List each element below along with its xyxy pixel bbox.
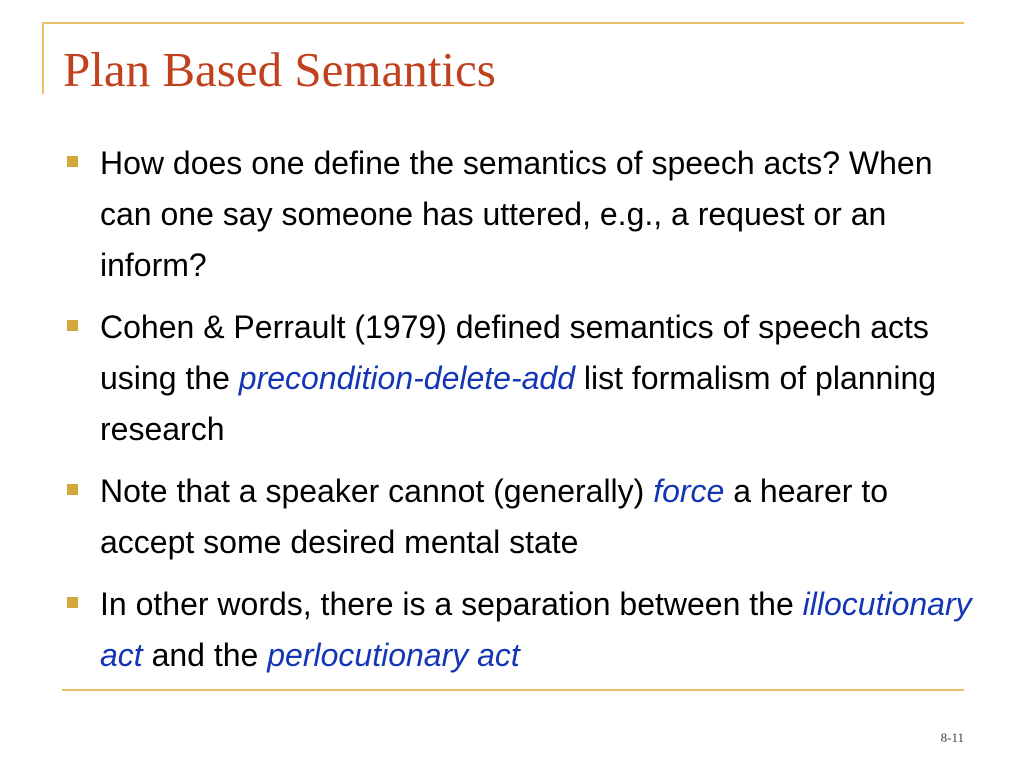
bullet-2-text-end: list formalism of planning research: [100, 360, 937, 447]
bullet-item-4: [67, 579, 987, 681]
bullet-3-text-end: a hearer to accept some desired mental state: [100, 473, 888, 560]
bullet-4-emphasis-illocutionary: illocutionary act: [100, 586, 972, 673]
square-bullet-icon: [67, 484, 78, 495]
frame-bottom-border: [62, 689, 964, 691]
square-bullet-icon: [67, 156, 78, 167]
frame-top-border: [42, 22, 964, 24]
bullet-item-2: [67, 302, 987, 455]
bullet-2-text-start: Cohen & Perrault (1979) defined semantics of speech acts using the: [100, 309, 929, 396]
bullet-4-text-middle: and the: [142, 637, 268, 673]
bullet-1-text: How does one define the semantics of speech acts? When can one say someone has uttered, e.g., a request or an inform?: [100, 145, 933, 283]
bullet-list: [67, 138, 987, 681]
bullet-3-text-start: Note that a speaker cannot (generally): [100, 473, 654, 509]
bullet-3-emphasis: force: [653, 473, 725, 509]
square-bullet-icon: [67, 597, 78, 608]
slide-title: Plan Based Semantics: [63, 42, 496, 97]
bullet-4-emphasis-perlocutionary: perlocutionary act: [267, 637, 520, 673]
page-number: 8-11: [940, 730, 964, 745]
bullet-2-emphasis: precondition-delete-add: [238, 360, 575, 396]
bullet-item-3: [67, 466, 987, 568]
bullet-item-1: [67, 138, 987, 291]
frame-left-border: [42, 22, 44, 94]
square-bullet-icon: [67, 320, 78, 331]
bullet-4-text-start: In other words, there is a separation between the: [100, 586, 803, 622]
